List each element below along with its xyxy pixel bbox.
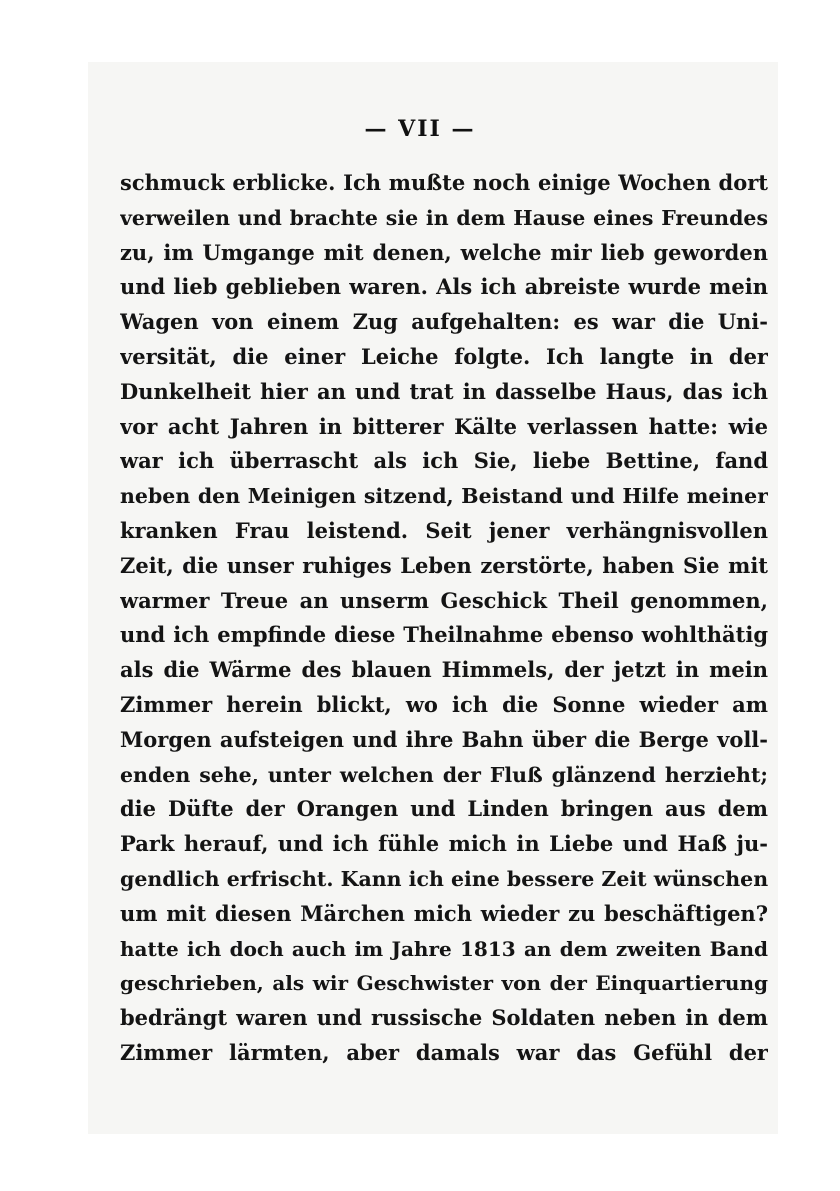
text-line: versität, die einer Leiche folgte. Ich langte in der bbox=[120, 343, 768, 369]
text-line: Dunkelheit hier an und trat in dasselbe Haus, das ich bbox=[120, 378, 768, 404]
text-line: Zimmer lärmten, aber damals war das Gefühl der bbox=[120, 1039, 768, 1065]
text-line: und ich empfinde diese Theilnahme ebenso wohlthätig bbox=[120, 622, 768, 648]
text-line: als die Wärme des blauen Himmels, der jetzt in mein bbox=[120, 657, 768, 683]
text-line: warmer Treue an unserm Geschick Theil genommen, bbox=[120, 587, 768, 613]
body-text bbox=[120, 166, 768, 1071]
text-line: um mit diesen Märchen mich wieder zu beschäftigen? bbox=[120, 900, 768, 926]
text-line: die Düfte der Orangen und Linden bringen aus dem bbox=[120, 796, 768, 822]
text-line: verweilen und brachte sie in dem Hause eines Freundes bbox=[120, 205, 768, 230]
text-line: war ich überrascht als ich Sie, liebe Bettine, fand bbox=[120, 448, 768, 474]
text-line: gendlich erfrischt. Kann ich eine bessere Zeit wünschen bbox=[120, 866, 768, 891]
text-line: neben den Meinigen sitzend, Beistand und Hilfe meiner bbox=[120, 484, 768, 509]
text-line: vor acht Jahren in bitterer Kälte verlassen hatte: wie bbox=[120, 413, 768, 439]
text-line: hatte ich doch auch im Jahre 1813 an dem zweiten Band bbox=[120, 936, 768, 961]
page-number: — VII — bbox=[364, 116, 476, 142]
text-line: Zeit, die unser ruhiges Leben zerstörte, haben Sie mit bbox=[120, 552, 768, 578]
text-line: enden sehe, unter welchen der Fluß glänzend herzieht; bbox=[120, 762, 768, 787]
text-line: bedrängt waren und russische Soldaten neben in dem bbox=[120, 1005, 768, 1031]
text-line: Morgen aufsteigen und ihre Bahn über die Berge voll- bbox=[120, 726, 768, 752]
text-line: kranken Frau leistend. Seit jener verhängnisvollen bbox=[120, 517, 768, 543]
text-line: Zimmer herein blickt, wo ich die Sonne wieder am bbox=[120, 691, 768, 717]
text-line: schmuck erblicke. Ich mußte noch einige Wochen dort bbox=[120, 170, 768, 195]
text-line: geschrieben, als wir Geschwister von der Einquartierung bbox=[120, 971, 768, 996]
text-line: zu, im Umgange mit denen, welche mir lieb geworden bbox=[120, 239, 768, 265]
text-line: Wagen von einem Zug aufgehalten: es war die Uni- bbox=[120, 309, 768, 335]
text-line: Park herauf, und ich fühle mich in Liebe und Haß ju- bbox=[120, 831, 768, 857]
text-line: und lieb geblieben waren. Als ich abreiste wurde mein bbox=[120, 274, 768, 300]
